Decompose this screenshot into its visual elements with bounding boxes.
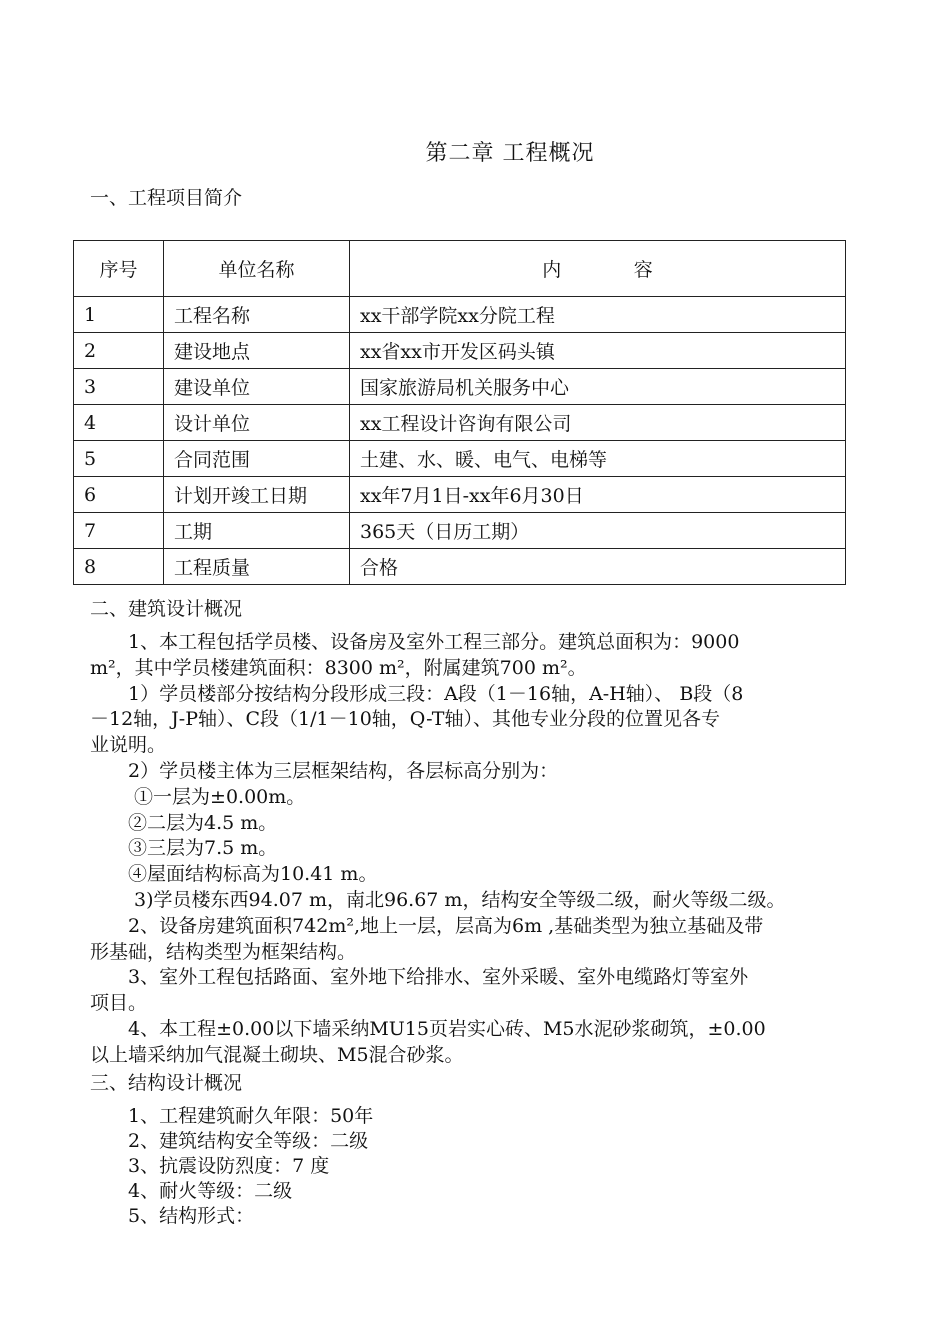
row-unit-name: 工程名称 — [164, 297, 350, 333]
row-content: 国家旅游局机关服务中心 — [350, 369, 846, 405]
row-unit-name: 工期 — [164, 513, 350, 549]
paragraph-line: 以上墙采纳加气混凝土砌块、M5混合砂浆。 — [90, 1043, 464, 1066]
paragraph-line: 2、设备房建筑面积742m²,地上一层，层高为6m ,基础类型为独立基础及带 — [90, 914, 764, 937]
row-content: 土建、水、暖、电气、电梯等 — [350, 441, 846, 477]
paragraph-line: 2、建筑结构安全等级：二级 — [90, 1130, 369, 1152]
paragraph-line: ③三层为7.5 m。 — [90, 837, 278, 860]
paragraph-line: 项目。 — [90, 992, 148, 1015]
table-row — [74, 369, 846, 405]
paragraph-line: 1、工程建筑耐久年限：50年 — [90, 1105, 374, 1127]
row-no: 6 — [74, 477, 164, 513]
table-row — [74, 405, 846, 441]
table-row — [74, 477, 846, 513]
row-no: 8 — [74, 549, 164, 585]
paragraph-line: ①一层为±0.00m。 — [90, 785, 306, 808]
table-row — [74, 549, 846, 585]
row-no: 3 — [74, 369, 164, 405]
row-content: 合格 — [350, 549, 846, 585]
section2-heading: 二、建筑设计概况 — [90, 598, 243, 620]
row-unit-name: 设计单位 — [164, 405, 350, 441]
row-no: 1 — [74, 297, 164, 333]
row-content: xx省xx市开发区码头镇 — [350, 333, 846, 369]
paragraph-line: 3)学员楼东西94.07 m，南北96.67 m，结构安全等级二级，耐火等级二级。 — [90, 889, 786, 911]
row-unit-name: 建设地点 — [164, 333, 350, 369]
row-unit-name: 计划开竣工日期 — [164, 477, 350, 513]
row-no: 7 — [74, 513, 164, 549]
paragraph-line: 业说明。 — [90, 734, 167, 757]
row-unit-name: 建设单位 — [164, 369, 350, 405]
row-content: xx干部学院xx分院工程 — [350, 297, 846, 333]
header-content: 内 容 — [350, 241, 846, 297]
paragraph-line: ②二层为4.5 m。 — [90, 811, 278, 834]
header-no: 序号 — [74, 241, 164, 297]
row-no: 4 — [74, 405, 164, 441]
table-row — [74, 297, 846, 333]
row-no: 2 — [74, 333, 164, 369]
paragraph-line: m²，其中学员楼建筑面积：8300 m²，附属建筑700 m²。 — [90, 656, 587, 679]
chapter-title: 第二章 工程概况 — [425, 141, 595, 166]
table-header-row — [74, 241, 846, 297]
row-unit-name: 工程质量 — [164, 549, 350, 585]
row-content: xx工程设计咨询有限公司 — [350, 405, 846, 441]
paragraph-line: ④屋面结构标高为10.41 m。 — [90, 863, 378, 886]
paragraph-line: 4、本工程±0.00以下墙采纳MU15页岩实心砖、M5水泥砂浆砌筑，±0.00 — [90, 1018, 766, 1040]
paragraph-line: 2）学员楼主体为三层框架结构，各层标高分别为： — [90, 760, 559, 782]
header-unit-name: 单位名称 — [164, 241, 350, 297]
section3-heading: 三、结构设计概况 — [90, 1072, 243, 1094]
paragraph-line: 1、本工程包括学员楼、设备房及室外工程三部分。建筑总面积为：9000 — [90, 631, 740, 653]
section1-heading: 一、工程项目简介 — [90, 187, 243, 209]
paragraph-line: 1）学员楼部分按结构分段形成三段：A段（1－16轴，A-H轴）、 B段（8 — [90, 682, 744, 705]
table-row — [74, 513, 846, 549]
row-unit-name: 合同范围 — [164, 441, 350, 477]
row-content: xx年7月1日-xx年6月30日 — [350, 477, 846, 513]
table-row — [74, 333, 846, 369]
paragraph-line: 4、耐火等级：二级 — [90, 1180, 293, 1202]
paragraph-line: 5、结构形式： — [90, 1205, 255, 1227]
table-row — [74, 441, 846, 477]
paragraph-line: －12轴，J-P轴）、C段（1/1－10轴，Q-T轴）、其他专业分段的位置见各专 — [90, 708, 720, 731]
paragraph-line: 形基础，结构类型为框架结构。 — [90, 940, 357, 963]
row-content: 365天（日历工期） — [350, 513, 846, 549]
row-no: 5 — [74, 441, 164, 477]
project-info-table — [73, 240, 846, 585]
paragraph-line: 3、室外工程包括路面、室外地下给排水、室外采暖、室外电缆路灯等室外 — [90, 966, 749, 989]
paragraph-line: 3、抗震设防烈度：7 度 — [90, 1155, 330, 1177]
